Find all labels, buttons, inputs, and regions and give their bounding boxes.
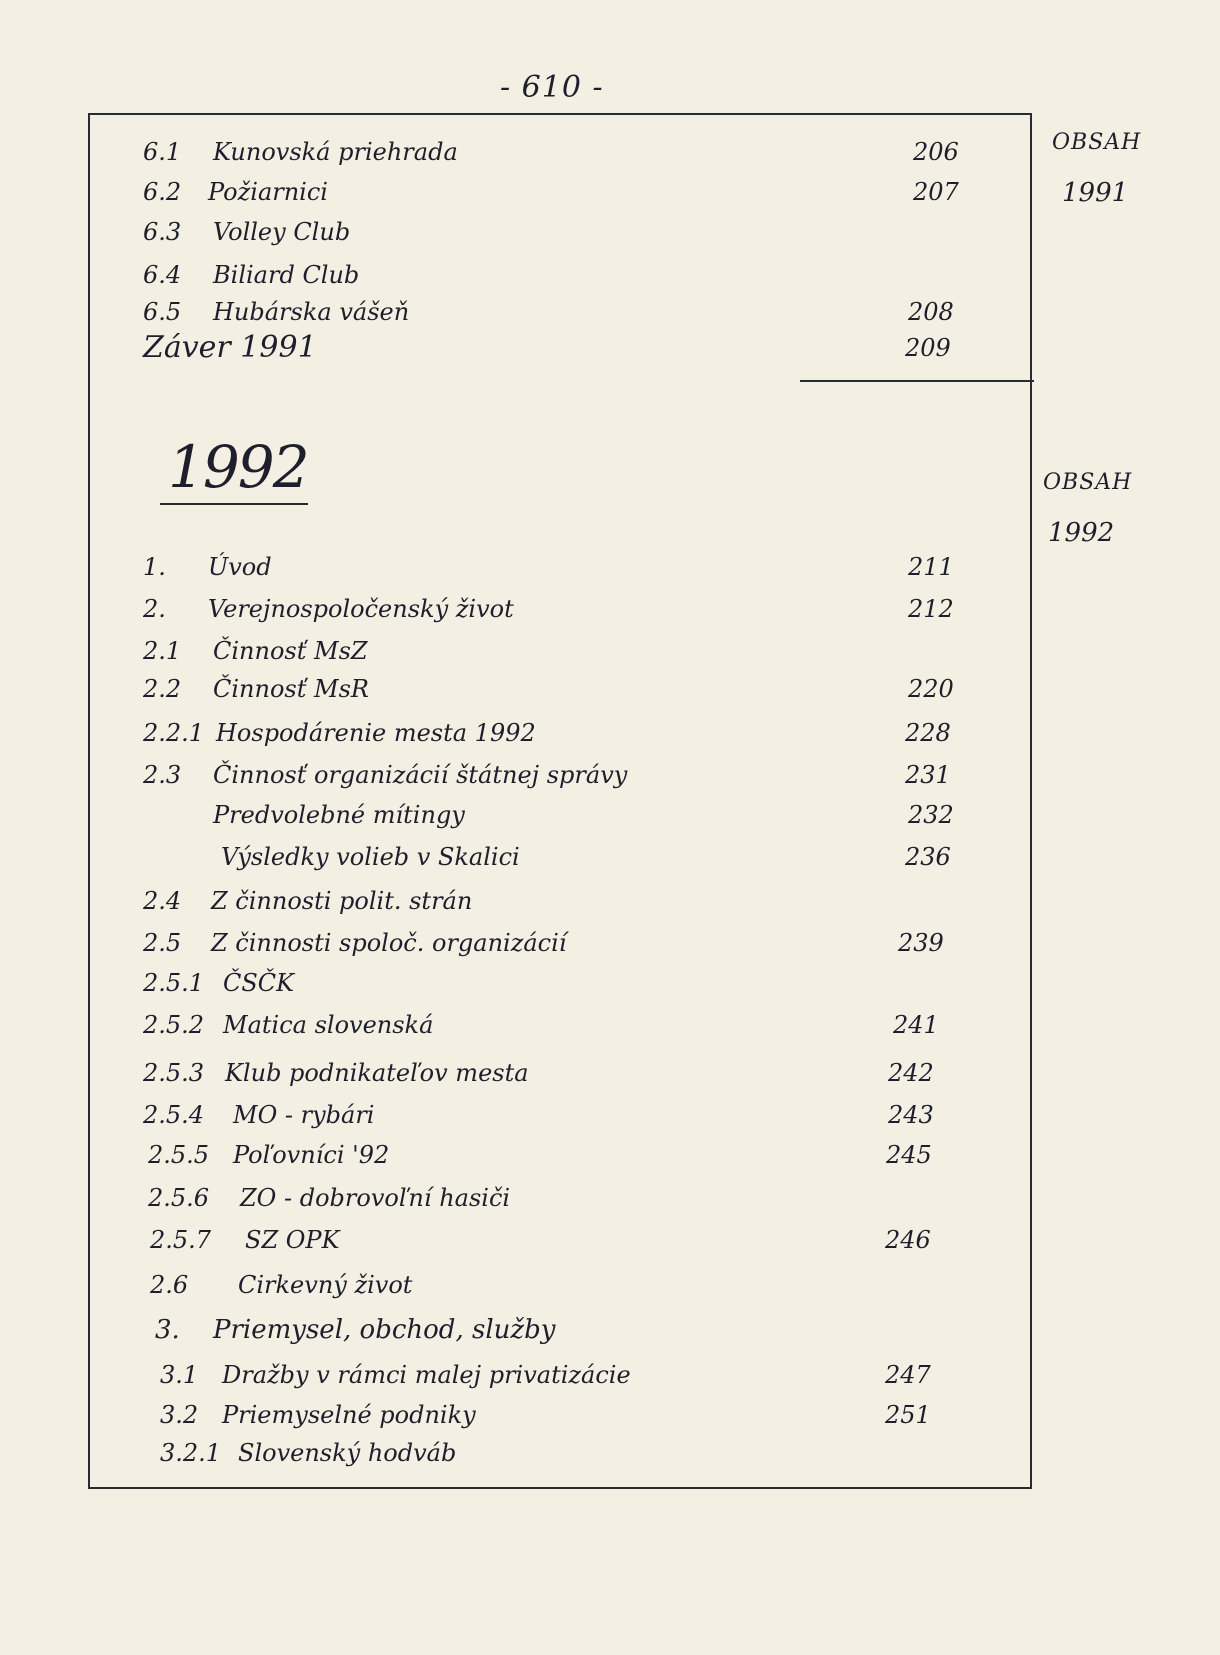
entry-page: 220 [908,675,954,703]
entry-number: 3.2 [160,1401,199,1429]
entry-number: 2.5.4 [143,1101,205,1129]
side-year-1992: 1992 [1048,518,1115,548]
entry-number: 6.1 [143,138,182,166]
side-label-1992: OBSAH [1043,470,1133,495]
entry-title: Matica slovenská [223,1011,434,1039]
entry-page: 246 [885,1226,931,1254]
entry-page: 242 [888,1059,934,1087]
entry-page: 212 [908,595,954,623]
entry-number: 2.5.7 [150,1226,212,1254]
entry-title: Výsledky volieb v Skalici [221,843,520,871]
entry-title: ZO - dobrovoľní hasiči [240,1184,511,1212]
year-heading-underline [160,503,308,505]
entry-title: Činnosť MsR [213,675,369,703]
entry-title: Predvolebné mítingy [213,801,465,829]
entry-title: Úvod [208,553,272,581]
entry-title: Poľovníci '92 [233,1141,390,1169]
entry-title: Cirkevný život [238,1271,413,1299]
entry-title: Činnosť MsZ [213,637,368,665]
entry-page: 251 [885,1401,931,1429]
entry-page: 232 [908,801,954,829]
entry-title: MO - rybári [233,1101,375,1129]
entry-title: Priemysel, obchod, služby [213,1315,556,1345]
entry-page: 247 [885,1361,931,1389]
entry-page: 239 [898,929,944,957]
entry-title: Dražby v rámci malej privatizácie [222,1361,631,1389]
entry-page: 245 [886,1141,932,1169]
entry-title: SZ OPK [245,1226,340,1254]
side-year-1991: 1991 [1062,178,1129,208]
entry-title: Biliard Club [213,261,360,289]
entry-title: Činnosť organizácií štátnej správy [213,761,628,789]
entry-page: 208 [908,298,954,326]
entry-title: ČSČK [223,969,295,997]
entry-title: Z činnosti polit. strán [211,887,473,915]
entry-number: 2.6 [150,1271,189,1299]
entry-title: Z činnosti spoloč. organizácií [211,929,567,957]
entry-number: 2.5.6 [148,1184,210,1212]
entry-number: 6.2 [143,178,182,206]
entry-number: 2.1 [143,637,182,665]
side-label-1991: OBSAH [1052,130,1142,155]
entry-number: 3.1 [160,1361,199,1389]
year-divider-line [800,380,1034,382]
entry-page: 206 [913,138,959,166]
entry-title: Slovenský hodváb [238,1439,457,1467]
entry-title: Volley Club [213,218,351,246]
entry-page: 211 [908,553,954,581]
entry-number: 6.5 [143,298,182,326]
entry-title: Požiarnici [208,178,328,206]
entry-page: 241 [893,1011,939,1039]
entry-page: 236 [905,843,951,871]
entry-number: 2.2.1 [143,719,205,747]
entry-page: 228 [905,719,951,747]
entry-number: 2.5.5 [148,1141,210,1169]
entry-number: 2.5 [143,929,182,957]
entry-number: 2.2 [143,675,182,703]
entry-title: Verejnospoločenský život [208,595,514,623]
entry-title: Hubárska vášeň [213,298,410,326]
entry-number: 2. [143,595,166,623]
entry-page: 207 [913,178,959,206]
entry-number: 6.4 [143,261,182,289]
entry-number: 3.2.1 [160,1439,222,1467]
entry-title: Priemyselné podniky [222,1401,476,1429]
entry-title: Záver 1991 [143,330,317,365]
page-number: - 610 - [500,70,604,105]
entry-page: 209 [905,334,951,362]
entry-number: 6.3 [143,218,182,246]
entry-number: 2.3 [143,761,182,789]
entry-title: Kunovská priehrada [213,138,458,166]
entry-number: 2.5.3 [143,1059,205,1087]
year-heading-1992: 1992 [168,433,308,501]
entry-title: Hospodárenie mesta 1992 [216,719,536,747]
entry-number: 2.5.1 [143,969,205,997]
entry-page: 243 [888,1101,934,1129]
entry-number: 3. [155,1315,180,1345]
entry-title: Klub podnikateľov mesta [225,1059,529,1087]
entry-number: 2.4 [143,887,182,915]
entry-number: 1. [143,553,166,581]
entry-page: 231 [905,761,951,789]
entry-number: 2.5.2 [143,1011,205,1039]
